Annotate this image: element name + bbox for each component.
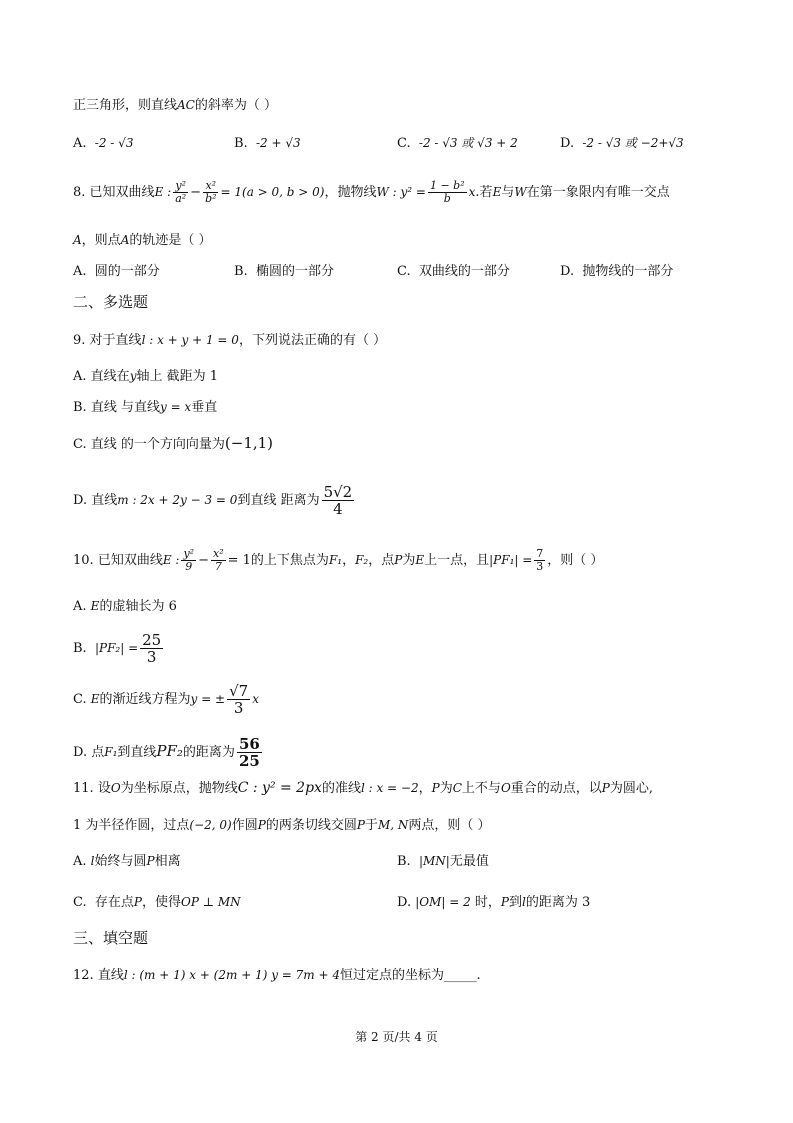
option-label: B. <box>234 264 248 279</box>
text: ，使得 <box>141 895 181 910</box>
text: 时， <box>474 895 501 910</box>
text: 始终与圆 <box>94 854 147 869</box>
numerator: x² <box>205 179 217 192</box>
fraction <box>534 548 545 573</box>
text: 的距离为 <box>182 745 235 760</box>
math-var: x <box>468 185 476 199</box>
text: 与 <box>501 185 515 200</box>
text: 于 <box>364 818 378 833</box>
numerator: 25 <box>142 631 162 649</box>
text: 到直线 <box>117 745 157 760</box>
q7-continuation <box>73 96 277 115</box>
option-text: 椭圆的一部分 <box>255 264 334 279</box>
q11-stem <box>73 779 653 798</box>
denominator: 4 <box>333 500 343 518</box>
denominator: 7 <box>214 560 222 573</box>
fraction <box>211 548 226 573</box>
option-text: -2 - √3 或 −2+√3 <box>582 136 684 150</box>
math-var: y <box>129 369 137 383</box>
math-var: P <box>601 781 610 795</box>
option-label: D. <box>73 493 88 508</box>
option-text: 圆的一部分 <box>94 264 160 279</box>
q8-option-d <box>560 263 673 281</box>
math-var: F₁ <box>328 553 343 567</box>
numerator: 7 <box>536 547 544 560</box>
math-expr: m : 2x + 2y − 3 = 0 <box>117 493 238 507</box>
numerator: 56 <box>238 735 260 753</box>
section-heading-fill-blank: 三、填空题 <box>73 929 149 947</box>
math-expr: l : x = −2 <box>360 781 419 795</box>
fraction <box>181 548 196 573</box>
q11-option-c <box>73 893 241 912</box>
fraction <box>203 180 218 205</box>
math-expr: C : y² = 2px <box>237 780 322 796</box>
math-var: F₁ <box>104 745 118 759</box>
denominator: a² <box>175 192 187 205</box>
math-var: P <box>146 854 155 868</box>
option-text: -2 - √3 或 √3 + 2 <box>418 136 518 150</box>
math-var: C <box>452 781 462 795</box>
math-var: M, N <box>377 818 409 832</box>
question-number: 10. <box>73 553 94 568</box>
section-heading-multi-choice: 二、多选题 <box>73 293 149 311</box>
q7-option-a <box>73 134 133 153</box>
math-var: P <box>431 781 440 795</box>
text: 轴上 截距为 1 <box>136 369 219 384</box>
math-expr: |PF₂| = <box>94 641 139 655</box>
text: 的准线 <box>321 781 361 796</box>
text: 为 <box>402 553 416 568</box>
math-expr: |OM| = 2 <box>415 895 471 909</box>
q8-option-b <box>234 263 334 281</box>
math-var: P <box>133 895 142 909</box>
option-label: C. <box>73 692 87 707</box>
text: 为坐标原点，抛物线 <box>120 781 238 796</box>
text: 已知双曲线 <box>97 553 163 568</box>
text: 的轨迹是（ ） <box>129 233 212 248</box>
math-var: P <box>500 895 509 909</box>
text: 为 <box>439 781 453 796</box>
option-label: A. <box>73 599 87 614</box>
denominator: 3 <box>233 699 244 717</box>
question-number: 8. <box>73 185 86 200</box>
text: 的距离为 3 <box>525 895 591 910</box>
q8-option-c <box>397 263 510 281</box>
text: 正三角形，则直线 <box>73 98 178 113</box>
option-text: -2 - √3 <box>94 136 134 150</box>
q9-option-c <box>73 434 273 454</box>
text: 的渐近线方程为 <box>99 692 191 707</box>
text: ，抛物线 <box>324 185 377 200</box>
text: .若 <box>475 185 493 200</box>
fraction <box>322 484 355 517</box>
math-expr: |PF₁| = <box>489 553 533 567</box>
q9-option-b <box>73 398 217 417</box>
text: 到直线 距离为 <box>237 493 320 508</box>
text: 的两条切线交圆 <box>265 818 357 833</box>
q11-option-b <box>397 852 489 871</box>
denominator: b² <box>205 192 217 205</box>
text: . <box>476 968 481 983</box>
numerator: 1 − b² <box>429 179 465 192</box>
text: 直线 与直线 <box>90 400 160 415</box>
text: ，下列说法正确的有（ ） <box>238 333 387 348</box>
q10-option-d <box>73 736 264 769</box>
q8-stem: 8. 已知双曲线E : $\frac{\text{y²}}{\text{a²}}$ − $\frac{\text{x²}}{\text{b²}}$ = 1(a > 0, b > 0)，抛物线W : y² = $\frac{\text{1 − b²}}{b}$ x.若E与W在第一象限内有唯一交点 <box>73 179 670 205</box>
text: 上不与 <box>461 781 501 796</box>
math-var: x <box>252 692 259 706</box>
math-expr: l : (m + 1) x + (2m + 1) y = 7m + 4 <box>123 968 340 982</box>
q9-option-d <box>73 484 356 517</box>
q9-stem <box>73 331 386 350</box>
math-var: E : <box>162 553 180 567</box>
question-number: 9. <box>73 333 86 348</box>
math-var: E : <box>154 185 172 199</box>
page-footer: 第 2 页/共 4 页 <box>355 1030 438 1044</box>
q11-stem-line2 <box>73 816 491 835</box>
text: 在第一象限内有唯一交点 <box>526 185 670 200</box>
option-label: D. <box>560 264 575 279</box>
q8-stem-line2 <box>73 231 212 250</box>
math-expr: l : x + y + 1 = 0 <box>141 333 239 347</box>
math-var: A <box>73 233 82 247</box>
math-expr: = 1 <box>227 553 251 568</box>
math-var: PF₂ <box>156 742 183 760</box>
text: 恒过定点的坐标为 <box>339 968 444 983</box>
math-var: E <box>415 553 425 567</box>
answer-blank[interactable]: _____ <box>444 968 477 983</box>
text: 设 <box>97 781 111 796</box>
option-text: 双曲线的一部分 <box>418 264 510 279</box>
math-var: W <box>514 185 527 199</box>
option-label: C. <box>397 136 411 151</box>
text: 直线 <box>97 968 124 983</box>
numerator: y² <box>175 179 186 192</box>
denominator: 25 <box>238 752 260 770</box>
q7-option-c <box>397 134 518 153</box>
fraction <box>428 180 467 205</box>
math-expr: (−1,1) <box>224 434 274 452</box>
option-label: B. <box>73 641 87 656</box>
math-expr: y = ± <box>190 692 226 706</box>
q11-option-a <box>73 852 181 871</box>
q10-option-a <box>73 597 177 616</box>
q12-stem <box>73 966 481 985</box>
text: 点 <box>91 745 105 760</box>
text: ， <box>418 781 432 796</box>
option-text: 抛物线的一部分 <box>582 264 674 279</box>
math-var: O <box>500 781 511 795</box>
option-label: C. <box>73 437 87 452</box>
option-label: C. <box>73 895 87 910</box>
text: 的斜率为（ ） <box>194 98 278 113</box>
numerator: √7 <box>229 682 249 700</box>
math-expr: = 1(a > 0, b > 0) <box>220 185 325 199</box>
math-var: l <box>90 854 95 868</box>
math-expr: y = x <box>159 400 192 414</box>
option-label: B. <box>397 854 411 869</box>
q7-option-d <box>560 134 684 153</box>
text: 的上下焦点为 <box>250 553 329 568</box>
text: 对于直线 <box>89 333 142 348</box>
option-label: A. <box>73 264 87 279</box>
option-label: A. <box>73 136 87 151</box>
fraction <box>237 736 262 769</box>
fraction <box>173 180 188 205</box>
q11-option-d <box>397 893 590 912</box>
option-label: A. <box>73 854 87 869</box>
math-expr: |MN| <box>418 854 450 868</box>
text: 直线 <box>91 493 118 508</box>
text: ，则点 <box>81 233 121 248</box>
text: 两点，则（ ） <box>408 818 491 833</box>
math-var: AC <box>177 98 195 112</box>
text: ， <box>342 553 356 568</box>
math-var: P <box>394 553 403 567</box>
numerator: x² <box>213 547 224 560</box>
text: ，则（ ） <box>547 553 604 568</box>
text: 为圆心, <box>609 781 654 796</box>
option-label: D. <box>73 745 88 760</box>
math-var: E <box>492 185 502 199</box>
option-label: D. <box>560 136 575 151</box>
math-var: F₂ <box>355 553 369 567</box>
math-expr: W : y² = <box>376 185 426 199</box>
math-var: O <box>110 781 121 795</box>
fraction <box>227 683 250 716</box>
text: 相离 <box>154 854 181 869</box>
text: 直线在 <box>90 369 130 384</box>
math-expr: (−2, 0) <box>189 818 232 832</box>
option-label: C. <box>397 264 411 279</box>
question-number: 12. <box>73 968 94 983</box>
text: 重合的动点，以 <box>510 781 602 796</box>
math-expr: OP ⊥ MN <box>181 895 241 909</box>
text: 存在点 <box>94 895 134 910</box>
denominator: 9 <box>185 560 193 573</box>
text: 上一点，且 <box>424 553 490 568</box>
q10-stem: 10. 已知双曲线E : $\frac{\text{y²}}{9}$ − $\frac{\text{x²}}{7}$ = 1的上下焦点为F₁，F₂，点P为E上一点，且|PF₁| = $\frac{7}{3}$ ，则（ ） <box>73 547 604 573</box>
denominator: 3 <box>146 648 157 666</box>
q7-option-b <box>234 134 301 153</box>
q10-option-b <box>73 632 165 665</box>
math-var: E <box>90 692 100 706</box>
q9-option-a <box>73 367 218 386</box>
option-label: B. <box>234 136 248 151</box>
math-var: A <box>120 233 130 247</box>
math-var: E <box>90 599 100 613</box>
option-label: A. <box>73 369 87 384</box>
text: 的虚轴长为 6 <box>99 599 177 614</box>
text: 到 <box>509 895 523 910</box>
text: 1 为半径作圆，过点 <box>73 818 190 833</box>
option-label: B. <box>73 400 87 415</box>
text: ，点 <box>368 553 395 568</box>
text: 垂直 <box>191 400 218 415</box>
option-text: -2 + √3 <box>255 136 301 150</box>
q8-option-a <box>73 263 160 281</box>
text: 已知双曲线 <box>89 185 155 200</box>
denominator: 3 <box>536 560 544 573</box>
math-var: l <box>522 895 526 909</box>
text: 无最值 <box>449 854 489 869</box>
option-label: D. <box>397 895 412 910</box>
text: 作圆 <box>231 818 258 833</box>
q10-option-c <box>73 683 259 716</box>
fraction <box>140 632 163 665</box>
text: 直线 的一个方向向量为 <box>90 437 225 452</box>
math-var: P <box>257 818 266 832</box>
numerator: 5√2 <box>323 483 353 501</box>
denominator: b <box>443 192 451 205</box>
question-number: 11. <box>73 781 94 796</box>
math-var: P <box>356 818 365 832</box>
numerator: y² <box>183 547 195 560</box>
